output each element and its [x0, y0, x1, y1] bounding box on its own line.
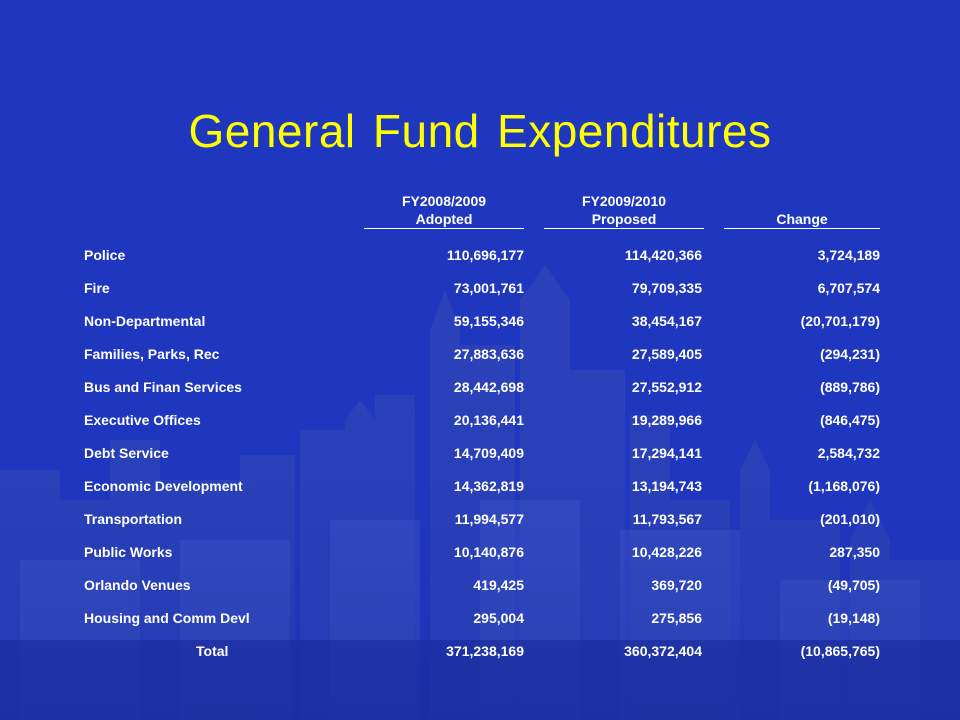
- header-proposed-line1: FY2009/2010: [581, 193, 667, 209]
- row-change: 2,584,732: [817, 445, 880, 461]
- table-row: [0, 247, 960, 267]
- row-change: (19,148): [827, 610, 880, 626]
- row-proposed: 17,294,141: [631, 445, 702, 461]
- header-change: [724, 192, 880, 229]
- table-row: [0, 610, 960, 630]
- total-change: (10,865,765): [800, 643, 880, 659]
- row-adopted: 295,004: [473, 610, 524, 626]
- header-proposed: [544, 192, 704, 229]
- row-adopted: 10,140,876: [453, 544, 524, 560]
- header-adopted: [364, 192, 524, 229]
- row-change: 6,707,574: [817, 280, 880, 296]
- table-row: [0, 478, 960, 498]
- row-label: Economic Development: [84, 478, 243, 494]
- row-proposed: 27,552,912: [631, 379, 702, 395]
- row-adopted: 110,696,177: [446, 247, 524, 263]
- row-change: (20,701,179): [800, 313, 880, 329]
- header-change-line1: [800, 193, 804, 209]
- row-change: 3,724,189: [817, 247, 880, 263]
- row-proposed: 114,420,366: [624, 247, 702, 263]
- row-label: Transportation: [84, 511, 183, 527]
- row-change: (1,168,076): [808, 478, 880, 494]
- table-row: [0, 445, 960, 465]
- row-adopted: 14,362,819: [453, 478, 524, 494]
- row-proposed: 19,289,966: [631, 412, 702, 428]
- row-adopted: 11,994,577: [454, 511, 524, 527]
- row-proposed: 11,793,567: [632, 511, 702, 527]
- table-row: [0, 577, 960, 597]
- row-label: Orlando Venues: [84, 577, 191, 593]
- total-adopted: 371,238,169: [446, 643, 524, 659]
- table-row: [0, 346, 960, 366]
- table-row: [0, 511, 960, 531]
- row-label: Bus and Finan Services: [84, 379, 242, 395]
- total-label: Total: [196, 643, 229, 659]
- row-label: Public Works: [84, 544, 173, 560]
- row-label: Debt Service: [84, 445, 169, 461]
- header-change-line2: Change: [724, 210, 880, 229]
- table-row: [0, 412, 960, 432]
- header-proposed-line2: Proposed: [544, 210, 704, 229]
- row-adopted: 27,883,636: [453, 346, 524, 362]
- row-label: Executive Offices: [84, 412, 201, 428]
- row-proposed: 10,428,226: [631, 544, 702, 560]
- table-row: [0, 313, 960, 333]
- row-adopted: 20,136,441: [453, 412, 524, 428]
- row-label: Families, Parks, Rec: [84, 346, 220, 362]
- row-proposed: 79,709,335: [631, 280, 702, 296]
- row-change: (846,475): [820, 412, 880, 428]
- row-label: Housing and Comm Devl: [84, 610, 250, 626]
- row-change: 287,350: [829, 544, 880, 560]
- row-change: (201,010): [820, 511, 880, 527]
- row-change: (49,705): [827, 577, 880, 593]
- row-adopted: 73,001,761: [453, 280, 524, 296]
- row-label: Police: [84, 247, 126, 263]
- total-row: [0, 643, 960, 663]
- row-proposed: 38,454,167: [631, 313, 702, 329]
- row-proposed: 27,589,405: [631, 346, 702, 362]
- table-row: [0, 379, 960, 399]
- row-label: Fire: [84, 280, 110, 296]
- row-proposed: 13,194,743: [631, 478, 702, 494]
- row-change: (294,231): [820, 346, 880, 362]
- row-proposed: 369,720: [651, 577, 702, 593]
- row-adopted: 419,425: [473, 577, 524, 593]
- header-adopted-line1: FY2008/2009: [401, 193, 487, 209]
- row-adopted: 59,155,346: [453, 313, 524, 329]
- row-adopted: 14,709,409: [453, 445, 524, 461]
- table-row: [0, 280, 960, 300]
- row-proposed: 275,856: [651, 610, 702, 626]
- header-adopted-line2: Adopted: [364, 210, 524, 229]
- row-change: (889,786): [820, 379, 880, 395]
- slide-title: General Fund Expenditures: [188, 105, 772, 157]
- row-label: Non-Departmental: [84, 313, 206, 329]
- total-proposed: 360,372,404: [624, 643, 702, 659]
- row-adopted: 28,442,698: [453, 379, 524, 395]
- table-row: [0, 544, 960, 564]
